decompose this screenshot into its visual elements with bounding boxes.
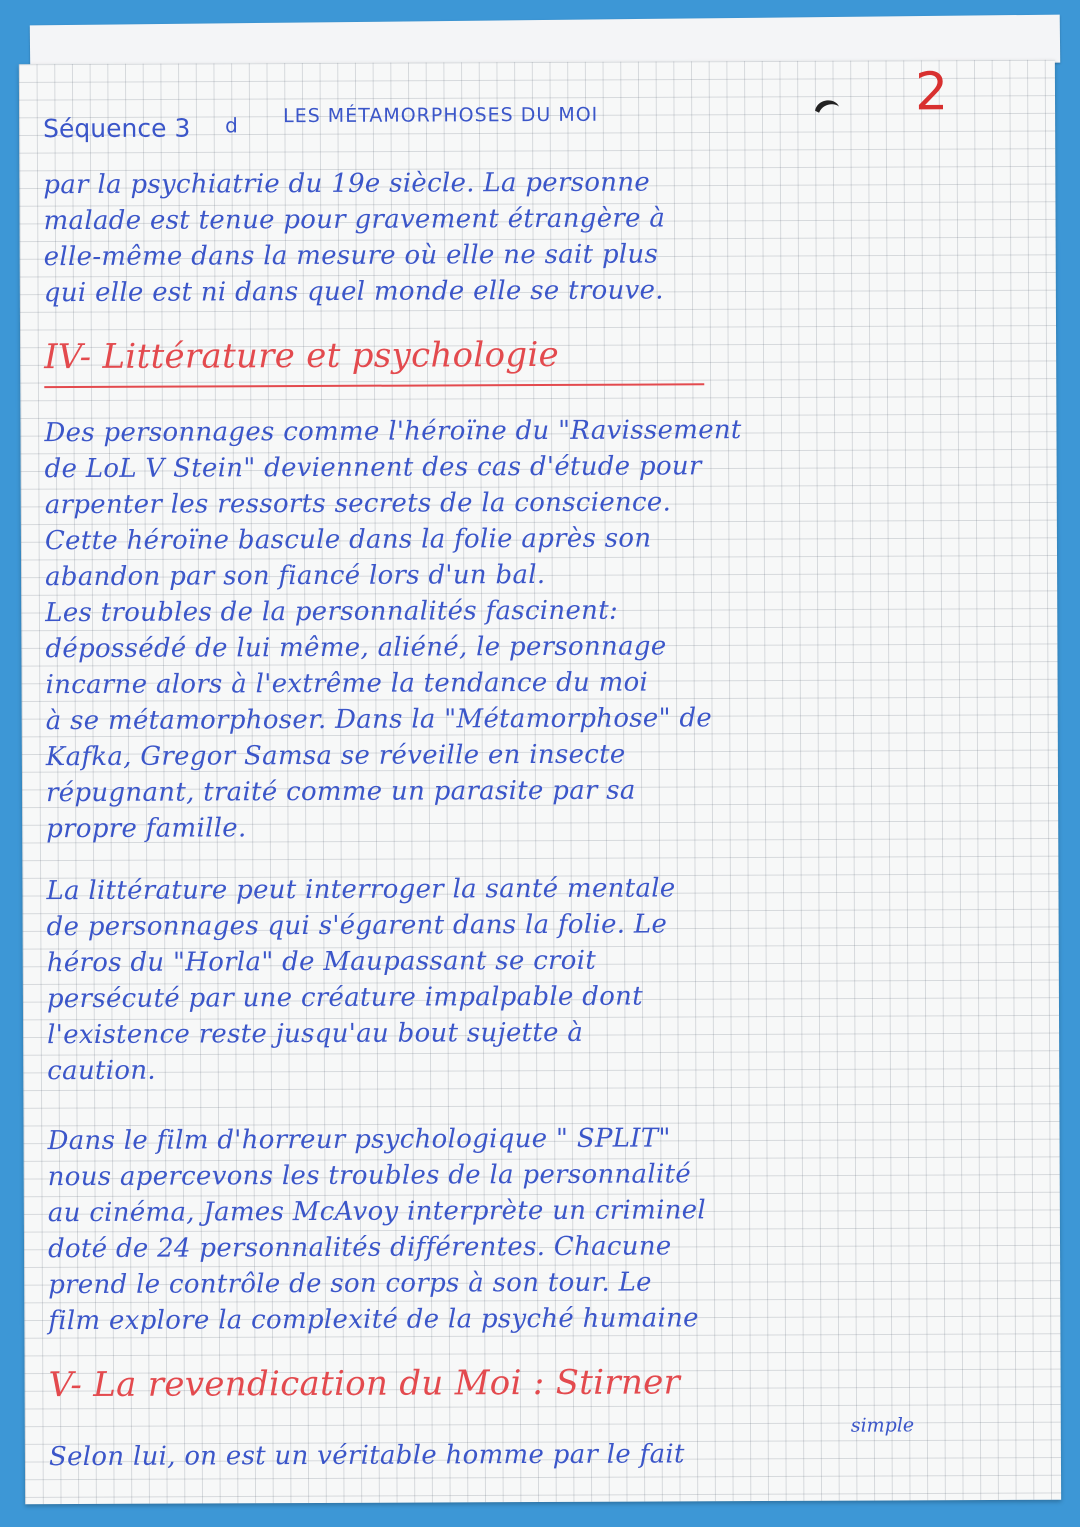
text-line: Des personnages comme l'héroïne du "Ravissement [44,415,742,449]
hole-punch-mark-icon [809,91,845,127]
text-line: héros du "Horla" de Maupassant se croit [46,945,597,979]
text-line: persécuté par une créature impalpable dont [46,981,644,1015]
text-line: elle-même dans la mesure où elle ne sait plus [43,239,659,273]
text-line: qui elle est ni dans quel monde elle se trouve. [43,275,664,309]
insertion-note: simple [850,1414,915,1437]
text-line: Les troubles de la personnalités fascinent: [45,595,619,629]
sequence-label: Séquence 3 [43,113,191,144]
text-line: incarne alors à l'extrême la tendance du moi [45,667,649,701]
text-line: au cinéma, James McAvoy interprète un criminel [47,1195,707,1229]
text-line: prend le contrôle de son corps à son tour. Le [48,1267,652,1301]
text-line: La littérature peut interroger la santé mentale [46,873,676,907]
text-line: malade est tenue pour gravement étrangère à [43,203,666,237]
page-number: 2 [914,62,949,123]
text-line: à se métamorphoser. Dans la "Métamorphose" de [45,703,713,737]
heading-underline [44,383,704,388]
text-line: film explore la complexité de la psyché humaine [48,1303,699,1337]
page-title: LES MÉTAMORPHOSES DU MOI [283,103,599,128]
text-line: de personnages qui s'égarent dans la folie. Le [46,909,668,943]
text-line: Dans le film d'horreur psychologique " SPLIT" [47,1123,671,1157]
text-line: répugnant, traité comme un parasite par sa [45,775,636,809]
text-line: abandon par son fiancé lors d'un bal. [45,559,546,593]
text-line: l'existence reste jusqu'au bout sujette à [47,1017,584,1051]
text-line: Selon lui, on est un véritable homme par le fait [48,1439,685,1473]
text-line: nous apercevons les troubles de la personnalité [47,1159,692,1193]
section-heading-iv: IV- Littérature et psychologie [44,334,560,378]
text-line: arpenter les ressorts secrets de la conscience. [44,487,672,521]
text-line: Kafka, Gregor Samsa se réveille en insecte [45,739,626,773]
text-line: caution. [47,1055,156,1087]
text-line: Cette héroïne bascule dans la folie après son [44,523,652,557]
section-heading-v: V- La revendication du Moi : Stirner [48,1362,681,1406]
margin-mark: d [225,113,238,138]
text-line: par la psychiatrie du 19e siècle. La personne [43,167,651,201]
notebook-page [19,60,1061,1505]
text-line: de LoL V Stein" deviennent des cas d'étude pour [44,451,702,485]
text-line: dépossédé de lui même, aliéné, le personnage [45,631,667,665]
text-line: doté de 24 personnalités différentes. Chacune [47,1231,672,1265]
text-line: propre famille. [46,813,247,845]
